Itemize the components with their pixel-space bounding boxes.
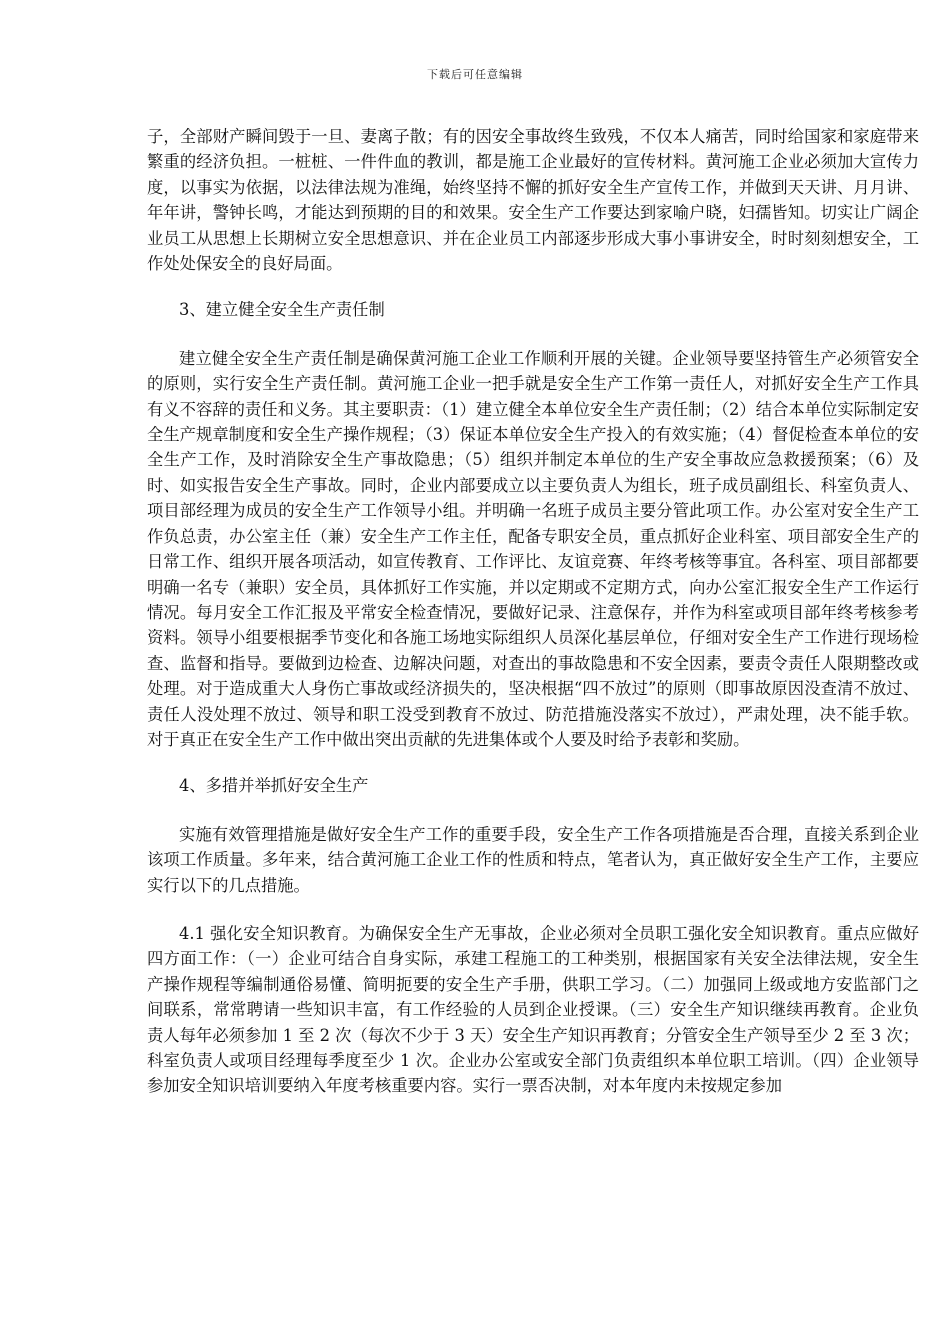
paragraph-responsibility: 建立健全安全生产责任制是确保黄河施工企业工作顺利开展的关键。企业领导要坚持管生产必须管安全的原则，实行安全生产责任制。黄河施工企业一把手就是安全生产工作第一责任人，对抓好安全生产工作具有义不容辞的责任和义务。其主要职责：（1）建立健全本单位安全生产责任制；（2）结合本单位实际制定安全生产规章制度和安全生产操作规程；（3）保证本单位安全生产投入的有效实施；（4）督促检查本单位的安全生产工作，及时消除安全生产事故隐患；（5）组织并制定本单位的生产安全事故应急救援预案；（6）及时、如实报告安全生产事故。同时，企业内部要成立以主要负责人为组长，班子成员副组长、科室负责人、项目部经理为成员的安全生产工作领导小组。并明确一名班子成员主要分管此项工作。办公室对安全生产工作负总责，办公室主任（兼）安全生产工作主任，配备专职安全员，重点抓好企业科室、项目部安全生产的日常工作、组织开展各项活动，如宣传教育、工作评比、友谊竞赛、年终考核等事宜。各科室、项目部都要明确一名专（兼职）安全员，具体抓好工作实施，并以定期或不定期方式，向办公室汇报安全生产工作运行情况。每月安全工作汇报及平常安全检查情况，要做好记录、注意保存，并作为科室或项目部年终考核参考资料。领导小组要根据季节变化和各施工场地实际组织人员深化基层单位，仔细对安全生产工作进行现场检查、监督和指导。要做到边检查、边解决问题，对查出的事故隐患和不安全因素，要责令责任人限期整改或处理。对于造成重大人身伤亡事故或经济损失的，坚决根据“四不放过”的原则（即事故原因没查清不放过、责任人没处理不放过、领导和职工没受到教育不放过、防范措施没落实不放过），严肃处理，决不能手软。对于真正在安全生产工作中做出突出贡献的先进集体或个人要及时给予表彰和奖励。 — [147, 348, 919, 749]
paragraph-gap — [147, 276, 919, 297]
section-heading-3: 3、建立健全安全生产责任制 — [179, 300, 385, 320]
paragraph-measures: 实施有效管理措施是做好安全生产工作的重要手段，安全生产工作各项措施是否合理，直接关系到企业该项工作质量。多年来，结合黄河施工企业工作的性质和特点，笔者认为，真正做好安全生产工作，主要应实行以下的几点措施。 — [147, 824, 919, 895]
paragraph-gap — [147, 799, 919, 822]
paragraph-safety-education: 4.1 强化安全知识教育。为确保安全生产无事故，企业必须对全员职工强化安全知识教育。重点应做好四方面工作：（一）企业可结合自身实际，承建工程施工的工种类别，根据国家有关安全法律法规，安全生产操作规程等编制通俗易懂、简明扼要的安全生产手册，供职工学习。（二）加强同上级或地方安监部门之间联系，常常聘请一些知识丰富，有工作经验的人员到企业授课。（三）安全生产知识继续再教育。企业负责人每年必须参加 1 至 2 次（每次不少于 3 天）安全生产知识再教育；分管安全生产领导至少 2 至 3 次；科室负责人或项目经理每季度至少 1 次。企业办公室或安全部门负责组织本单位职工培训。（四）企业领导参加安全知识培训要纳入年度考核重要内容。实行一票否决制，对本年度内未按规定参加 — [147, 923, 919, 1096]
paragraph-gap — [147, 898, 919, 921]
paragraph-gap — [147, 323, 919, 346]
document-body — [147, 124, 919, 1099]
header-note: 下载后可任意编辑 — [427, 68, 523, 81]
paragraph-publicity: 子，全部财产瞬间毁于一旦、妻离子散；有的因安全事故终生致残，不仅本人痛苦，同时给国家和家庭带来繁重的经济负担。一桩桩、一件件血的教训，都是施工企业最好的宣传材料。黄河施工企业必须加大宣传力度，以事实为依据，以法律法规为准绳，始终坚持不懈的抓好安全生产宣传工作，并做到天天讲、月月讲、年年讲，警钟长鸣，才能达到预期的目的和效果。安全生产工作要达到家喻户晓，妇孺皆知。切实让广阔企业员工从思想上长期树立安全思想意识、并在企业员工内部逐步形成大事小事讲安全，时时刻刻想安全，工作处处保安全的良好局面。 — [147, 127, 919, 274]
section-heading-4: 4、多措并举抓好安全生产 — [179, 776, 369, 796]
paragraph-gap — [147, 752, 919, 773]
